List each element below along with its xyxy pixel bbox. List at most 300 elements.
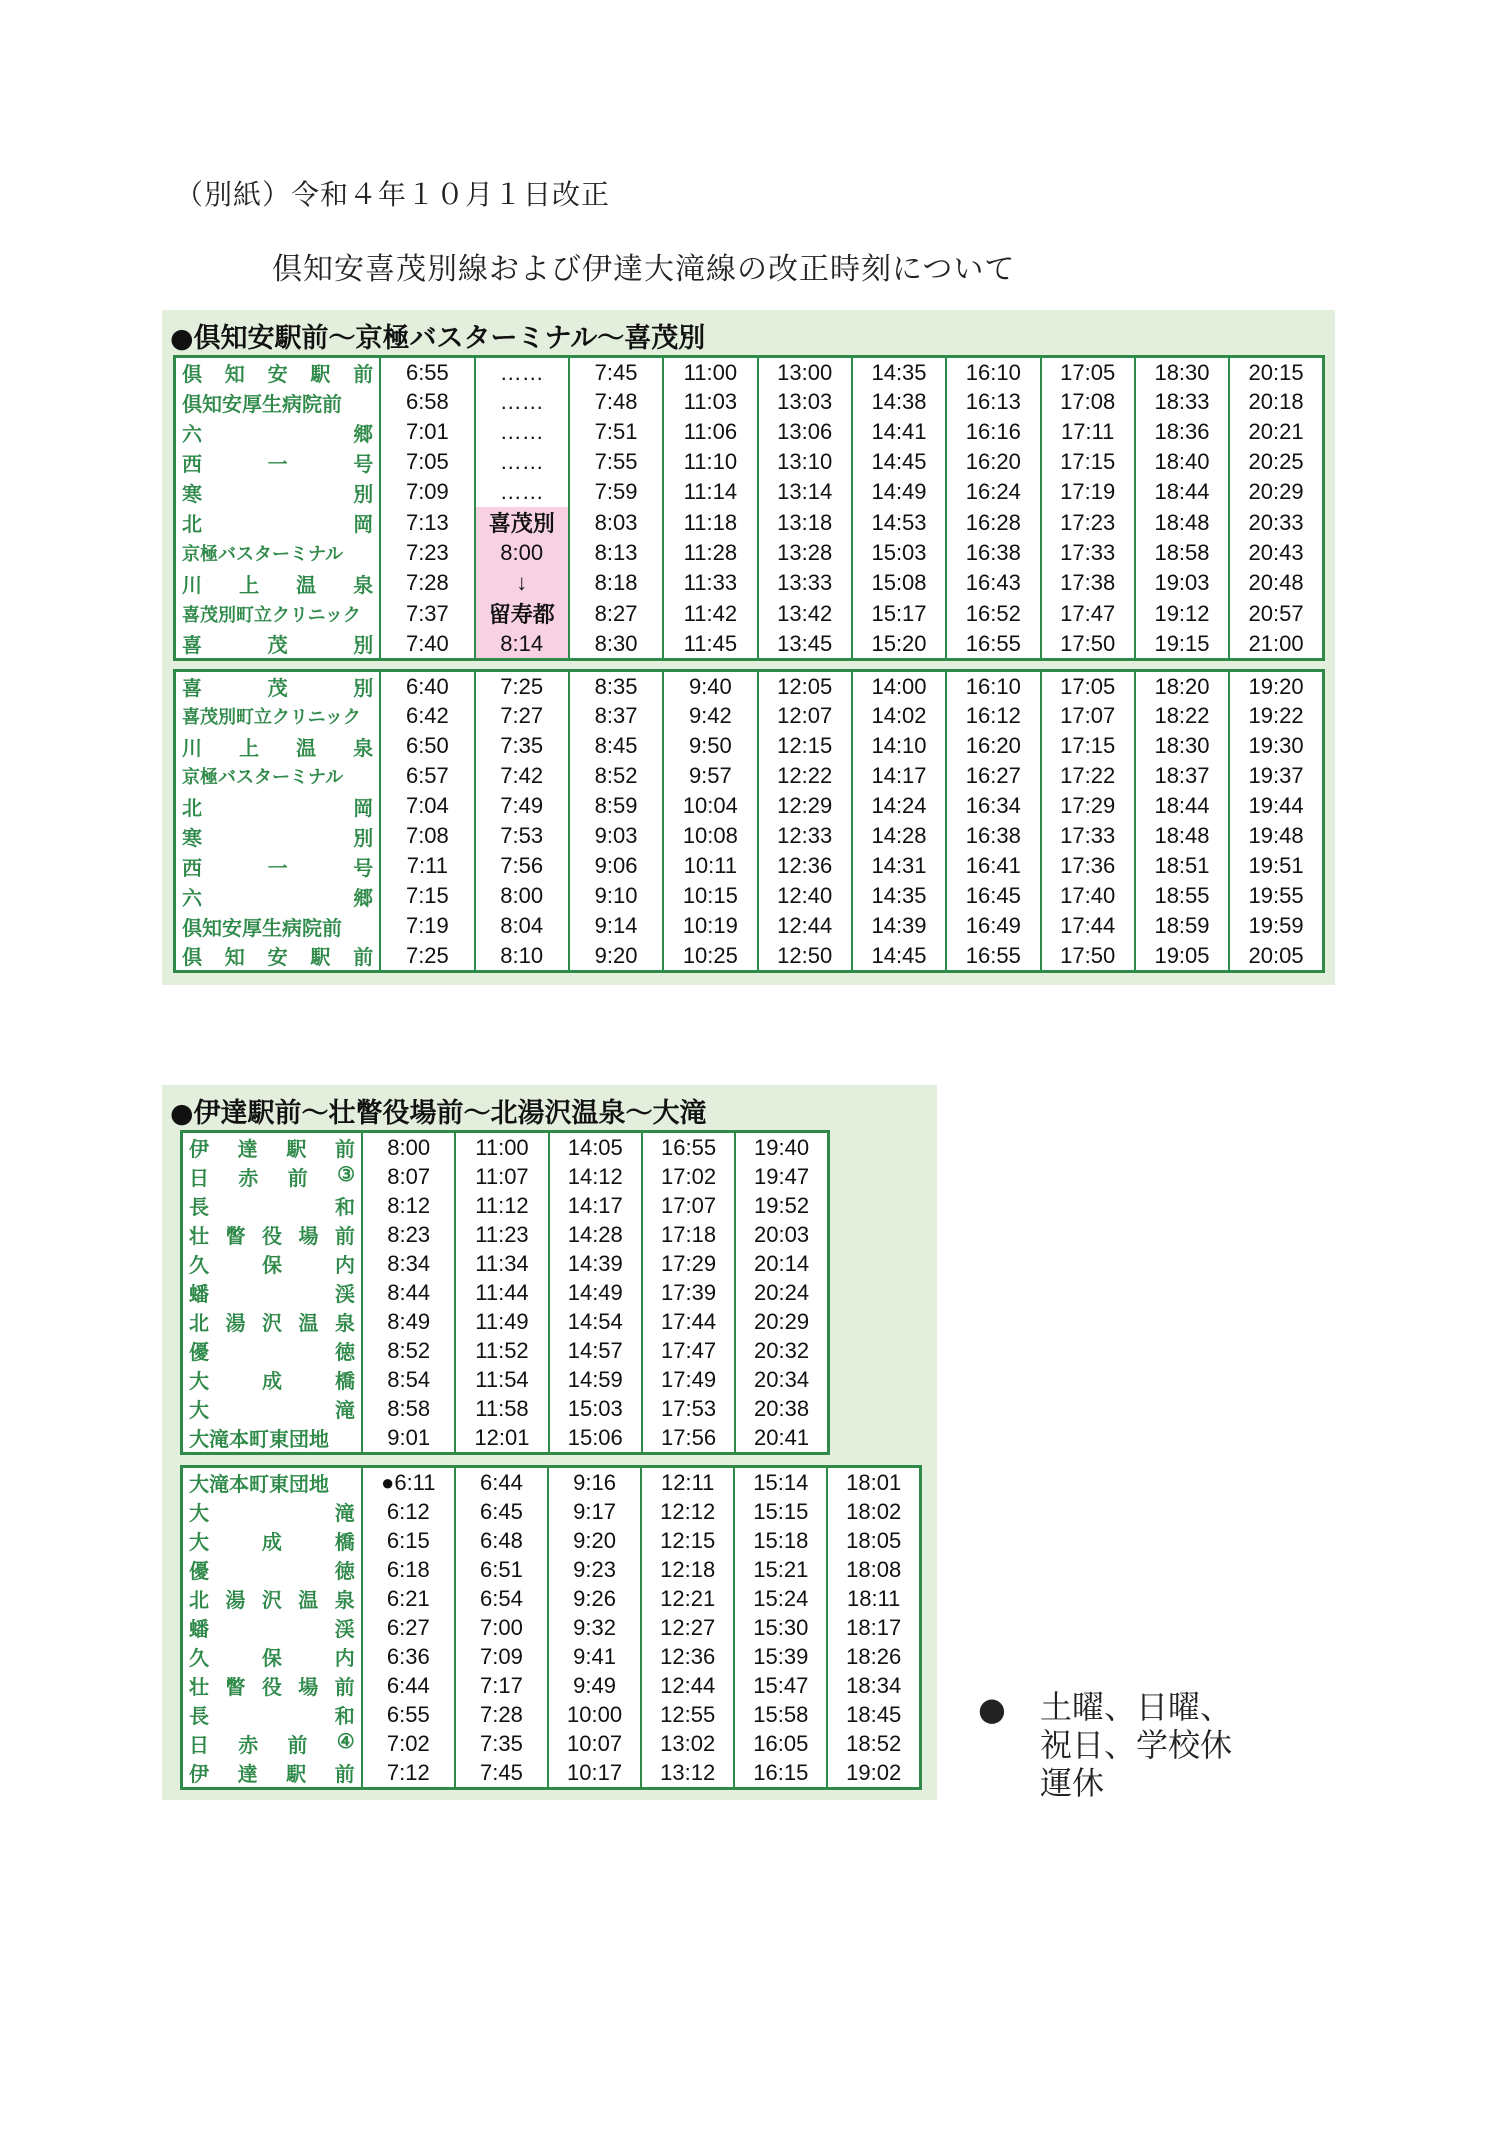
stop-name-char: 一 [267,857,288,880]
stop-name-char: 場 [298,1226,319,1248]
time-cell: 17:44 [1041,911,1135,941]
route1-inbound-table [173,669,1325,973]
table-row [182,1671,921,1700]
time-cell: 18:17 [827,1613,920,1642]
time-cell: 8:54 [362,1365,455,1394]
stop-name [182,1642,362,1671]
time-cell: 14:10 [852,731,946,761]
stop-name-char: 駅 [286,1139,307,1161]
stop-name-char: 達 [237,1139,258,1161]
stop-name-char: 伊 [189,1139,209,1161]
time-cell: 20:48 [1229,568,1323,598]
stop-name [182,1613,362,1642]
stop-name [175,417,381,447]
stop-name-label: 倶知安厚生病院前 [182,393,342,416]
time-cell: 8:04 [475,911,569,941]
time-cell: 15:03 [549,1394,642,1423]
time-cell: 12:29 [758,791,852,821]
time-cell: 19:02 [827,1758,920,1789]
time-cell: 17:40 [1041,881,1135,911]
stop-name-char: 温 [296,574,317,597]
time-cell: 9:50 [663,731,757,761]
table-row [182,1220,829,1249]
time-cell: 14:31 [852,851,946,881]
stop-name-char: 六 [182,423,202,446]
time-cell: 9:16 [548,1467,641,1498]
time-cell: 12:18 [641,1555,734,1584]
stop-name [175,357,381,388]
time-cell: 18:59 [1135,911,1229,941]
time-cell: 6:36 [362,1642,455,1671]
stop-name [175,881,381,911]
time-cell: 7:05 [380,447,474,477]
stop-name [182,1584,362,1613]
time-cell: 18:34 [827,1671,920,1700]
time-cell: 11:45 [663,629,757,660]
time-cell: 10:04 [663,791,757,821]
time-cell: 17:33 [1041,538,1135,568]
time-cell: 16:38 [946,538,1040,568]
stop-name-char: 喜 [182,635,202,657]
time-cell: 7:28 [455,1700,548,1729]
time-cell: 15:17 [852,598,946,629]
stop-name [182,1394,363,1423]
stop-name [175,538,381,568]
time-cell: 19:37 [1229,761,1323,791]
time-cell: 11:03 [663,387,757,417]
time-cell: 17:15 [1041,731,1135,761]
time-cell: 7:19 [380,911,474,941]
time-cell: 6:50 [380,731,474,761]
time-cell: 19:30 [1229,731,1323,761]
stop-name [175,598,381,629]
time-cell: 16:41 [946,851,1040,881]
stop-name-char: 徳 [334,1561,355,1583]
time-cell: 8:10 [475,941,569,972]
time-cell: 6:55 [380,357,474,388]
stop-name-char: 倶 [182,364,202,386]
time-cell: 6:48 [455,1526,548,1555]
time-cell: 18:30 [1135,731,1229,761]
time-cell: 16:49 [946,911,1040,941]
time-cell: 18:44 [1135,477,1229,507]
table-row [182,1700,921,1729]
time-cell: 7:55 [569,447,663,477]
stop-name [175,507,381,538]
time-cell: 18:40 [1135,447,1229,477]
time-cell: 7:35 [455,1729,548,1758]
time-cell: 18:02 [827,1497,920,1526]
time-cell: 8:49 [362,1307,455,1336]
time-cell: 18:08 [827,1555,920,1584]
table-row [175,791,1324,821]
stop-name [182,1365,363,1394]
route2-title: ●伊達駅前～壮瞥役場前～北湯沢温泉～大滝 [170,1098,707,1129]
stop-name-char: 前 [287,1168,308,1190]
time-cell: 16:20 [946,447,1040,477]
time-cell: 17:53 [642,1394,735,1423]
stop-name [175,761,381,791]
time-cell: 6:57 [380,761,474,791]
time-cell: 18:45 [827,1700,920,1729]
time-cell: 14:00 [852,671,946,702]
time-cell: 12:36 [641,1642,734,1671]
time-cell: 11:12 [455,1191,548,1220]
stop-name-char: 泉 [353,574,374,597]
time-cell: 14:39 [852,911,946,941]
stop-name-char: 別 [353,483,374,506]
time-cell: 18:01 [827,1467,920,1498]
stop-name [175,671,381,702]
time-cell: 14:59 [549,1365,642,1394]
time-cell: 7:01 [380,417,474,447]
time-cell: 8:44 [362,1278,455,1307]
time-cell: 14:28 [549,1220,642,1249]
stop-name-char: 沢 [262,1313,282,1335]
time-cell: 7:51 [569,417,663,447]
time-cell: 20:29 [735,1307,828,1336]
time-cell: 19:22 [1229,701,1323,731]
time-cell: 21:00 [1229,629,1323,660]
time-cell: 9:01 [362,1423,455,1454]
table-row [175,941,1324,972]
time-cell: …… [475,357,569,388]
time-cell: 16:12 [946,701,1040,731]
time-cell: 12:27 [641,1613,734,1642]
stop-name [182,1423,363,1454]
time-cell: 10:17 [548,1758,641,1789]
time-cell: 14:57 [549,1336,642,1365]
time-cell: 12:11 [641,1467,734,1498]
time-cell: 16:16 [946,417,1040,447]
table-row [175,911,1324,941]
time-cell: …… [475,447,569,477]
time-cell: 16:13 [946,387,1040,417]
time-cell: 18:44 [1135,791,1229,821]
time-cell: 7:25 [380,941,474,972]
stop-name-char: 内 [335,1255,356,1277]
time-cell: 10:08 [663,821,757,851]
stop-name-char: 泉 [335,1313,355,1335]
stop-name-label: 大滝本町東団地 [189,1474,329,1496]
document-subtitle: （別紙）令和４年１０月１日改正 [175,178,611,211]
time-cell: 17:56 [642,1423,735,1454]
time-cell: …… [475,417,569,447]
time-cell: 15:58 [734,1700,827,1729]
time-cell: 17:19 [1041,477,1135,507]
stop-name-char: 壮 [189,1677,209,1699]
time-cell: 10:15 [663,881,757,911]
time-cell: …… [475,387,569,417]
time-cell: 7:09 [455,1642,548,1671]
legend-text: 土曜、日曜、 祝日、学校休 運休 [1040,1688,1233,1802]
stop-name-char: 号 [353,857,374,880]
time-cell: 9:03 [569,821,663,851]
time-cell: 8:30 [569,629,663,660]
time-cell: 17:36 [1041,851,1135,881]
time-cell: 14:24 [852,791,946,821]
stop-name-char: 安 [267,947,288,969]
time-cell: 14:39 [549,1249,642,1278]
time-cell: 14:49 [549,1278,642,1307]
time-cell: 16:55 [946,941,1040,972]
time-cell: 8:00 [475,538,569,568]
table-row [182,1729,921,1758]
time-cell: 20:03 [735,1220,828,1249]
time-cell: 19:52 [735,1191,828,1220]
table-row [182,1278,829,1307]
stop-name [182,1467,362,1498]
time-cell: 18:48 [1135,507,1229,538]
time-cell: 13:45 [758,629,852,660]
time-cell: 19:40 [735,1132,828,1163]
time-cell: 20:25 [1229,447,1323,477]
time-cell: 18:55 [1135,881,1229,911]
time-cell: 15:06 [549,1423,642,1454]
time-cell: 17:11 [1041,417,1135,447]
route1-outbound-table [173,355,1325,661]
time-cell: 17:47 [642,1336,735,1365]
time-cell: 8:14 [475,629,569,660]
time-cell: 7:49 [475,791,569,821]
time-cell: 20:14 [735,1249,828,1278]
time-cell: 16:27 [946,761,1040,791]
stop-name-char: 沢 [261,1590,282,1612]
time-cell: 16:38 [946,821,1040,851]
time-cell: 8:52 [362,1336,455,1365]
table-row [175,761,1324,791]
stop-name-char: 日 [189,1168,209,1190]
stop-name-label: 喜茂別町立クリニック [182,604,361,625]
time-cell: 12:21 [641,1584,734,1613]
time-cell: 6:40 [380,671,474,702]
time-cell: 17:33 [1041,821,1135,851]
time-cell: 14:53 [852,507,946,538]
time-cell: 11:34 [455,1249,548,1278]
time-cell: 16:28 [946,507,1040,538]
stop-name [182,1191,363,1220]
table-row [182,1132,829,1163]
stop-name-char: 場 [298,1677,319,1699]
stop-name-char: 六 [182,887,202,910]
table-row [175,417,1324,447]
time-cell: 16:24 [946,477,1040,507]
table-row [182,1191,829,1220]
stop-name [182,1758,362,1789]
time-cell: 12:05 [758,671,852,702]
stop-name-char: 渓 [334,1619,355,1641]
time-cell: 11:06 [663,417,757,447]
time-cell: 6:15 [362,1526,455,1555]
time-cell: 13:03 [758,387,852,417]
time-cell: 8:45 [569,731,663,761]
time-cell: 13:33 [758,568,852,598]
time-cell: 17:50 [1041,941,1135,972]
stop-name-char: 優 [189,1342,209,1364]
stop-name-char: 瞥 [225,1677,246,1699]
stop-name-label: 大滝本町東団地 [189,1429,329,1451]
time-cell: 7:04 [380,791,474,821]
stop-name-char: 久 [189,1648,209,1670]
time-cell: 8:00 [475,881,569,911]
stop-name-char: 蟠 [189,1619,209,1641]
time-cell: 9:14 [569,911,663,941]
time-cell: 8:58 [362,1394,455,1423]
time-cell: 6:18 [362,1555,455,1584]
time-cell: 7:15 [380,881,474,911]
time-cell: 20:41 [735,1423,828,1454]
table-row [175,598,1324,629]
time-cell: 13:02 [641,1729,734,1758]
time-cell: 18:33 [1135,387,1229,417]
time-cell: 13:18 [758,507,852,538]
stop-name-char: 湯 [225,1590,246,1612]
time-cell: 19:20 [1229,671,1323,702]
time-cell: 16:52 [946,598,1040,629]
time-cell: 20:18 [1229,387,1323,417]
stop-name-char: 泉 [353,737,374,760]
stop-name-char: 上 [239,574,260,597]
time-cell: 6:58 [380,387,474,417]
stop-name-char: 前 [287,1735,308,1757]
stop-name [182,1526,362,1555]
time-cell: 7:00 [455,1613,548,1642]
stop-name-char: 茂 [267,635,288,657]
time-cell: 7:56 [475,851,569,881]
table-row [182,1307,829,1336]
time-cell: 8:18 [569,568,663,598]
time-cell: 18:11 [827,1584,920,1613]
time-cell: 8:34 [362,1249,455,1278]
time-cell: 9:20 [548,1526,641,1555]
time-cell: 14:38 [852,387,946,417]
time-cell: 7:35 [475,731,569,761]
time-cell: 10:11 [663,851,757,881]
stop-name-char: 喜 [182,678,202,700]
time-cell: 6:55 [362,1700,455,1729]
time-cell: 12:50 [758,941,852,972]
stop-name-char: 湯 [225,1313,246,1335]
stop-name-char: 前 [334,1677,355,1699]
stop-name-char: 滝 [334,1503,355,1525]
time-cell: 13:10 [758,447,852,477]
time-cell: 6:21 [362,1584,455,1613]
time-cell: 6:27 [362,1613,455,1642]
time-cell: 10:25 [663,941,757,972]
stop-name-char: ④ [336,1731,355,1753]
table-row [175,507,1324,538]
time-cell: 16:20 [946,731,1040,761]
stop-name-char: 蟠 [189,1284,209,1306]
table-row [182,1249,829,1278]
time-cell: 8:35 [569,671,663,702]
stop-name [175,941,381,972]
time-cell: 6:44 [362,1671,455,1700]
time-cell: 7:09 [380,477,474,507]
time-cell: 7:28 [380,568,474,598]
time-cell: 9:49 [548,1671,641,1700]
time-cell: 9:17 [548,1497,641,1526]
stop-name-char: 北 [182,797,202,820]
time-cell: 19:47 [735,1162,828,1191]
time-cell: 7:53 [475,821,569,851]
time-cell: 9:23 [548,1555,641,1584]
time-cell: 11:28 [663,538,757,568]
stop-name-char: ③ [337,1164,356,1186]
stop-name-char: 一 [267,453,288,476]
time-cell: 12:44 [758,911,852,941]
stop-name-char: 優 [189,1561,209,1583]
time-cell: 7:59 [569,477,663,507]
time-cell: 16:34 [946,791,1040,821]
table-row [182,1613,921,1642]
time-cell: ↓ [475,568,569,598]
time-cell: 19:59 [1229,911,1323,941]
time-cell: 9:32 [548,1613,641,1642]
time-cell: 16:43 [946,568,1040,598]
time-cell: 15:15 [734,1497,827,1526]
time-cell: 7:45 [569,357,663,388]
document-title: 倶知安喜茂別線および伊達大滝線の改正時刻について [272,252,1016,287]
time-cell: 17:07 [1041,701,1135,731]
time-cell: 19:44 [1229,791,1323,821]
time-cell: 12:33 [758,821,852,851]
stop-name [182,1671,362,1700]
time-cell: 10:00 [548,1700,641,1729]
stop-name-char: 号 [353,453,374,476]
time-cell: 19:12 [1135,598,1229,629]
stop-name-char: 壮 [189,1226,209,1248]
table-row [182,1365,829,1394]
table-row [175,538,1324,568]
stop-name-char: 成 [261,1532,282,1554]
time-cell: 8:03 [569,507,663,538]
stop-name [182,1132,363,1163]
time-cell: 12:01 [455,1423,548,1454]
time-cell: 8:07 [362,1162,455,1191]
time-cell: 13:06 [758,417,852,447]
stop-name-char: 久 [189,1255,209,1277]
time-cell: 16:55 [946,629,1040,660]
stop-name-char: 温 [298,1590,319,1612]
stop-name-char: 保 [262,1255,283,1277]
time-cell: 19:03 [1135,568,1229,598]
stop-name-char: 達 [237,1764,258,1786]
table-row [182,1336,829,1365]
time-cell: 17:38 [1041,568,1135,598]
time-cell: 17:39 [642,1278,735,1307]
time-cell: ●6:11 [362,1467,455,1498]
time-cell: 18:30 [1135,357,1229,388]
table-row [182,1162,829,1191]
time-cell: 19:15 [1135,629,1229,660]
stop-name [175,731,381,761]
stop-name-char: 長 [189,1706,209,1728]
stop-name [182,1220,363,1249]
stop-name-char: 西 [182,857,202,880]
time-cell: 14:45 [852,941,946,972]
time-cell: 20:43 [1229,538,1323,568]
stop-name-char: 寒 [182,483,202,506]
table-row [175,477,1324,507]
time-cell: 18:58 [1135,538,1229,568]
time-cell: 7:17 [455,1671,548,1700]
route2-inbound-table [180,1465,922,1790]
weekend-mark-icon: ● [978,1690,1006,1728]
time-cell: 20:57 [1229,598,1323,629]
stop-name-char: 安 [267,364,288,386]
time-cell: 17:02 [642,1162,735,1191]
